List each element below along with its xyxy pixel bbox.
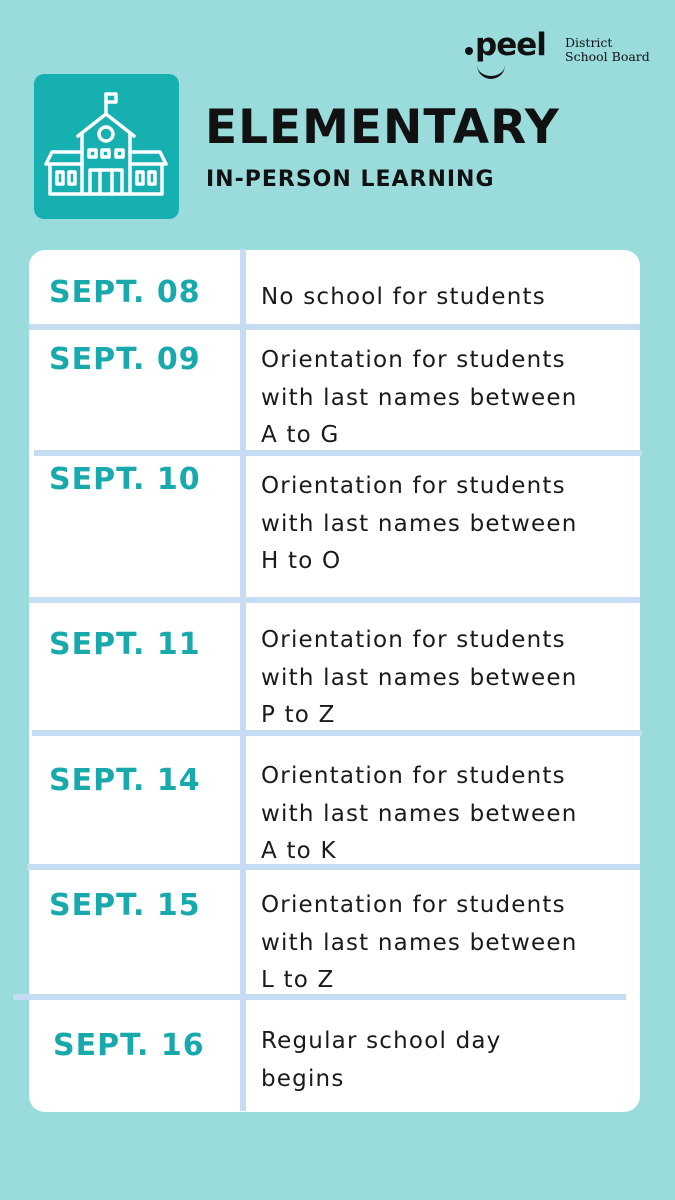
row-date: SEPT. 16 [53, 1028, 205, 1063]
row-date: SEPT. 08 [49, 275, 201, 310]
description-line: Orientation for students [261, 892, 566, 918]
row-description [261, 887, 636, 1000]
description-line: L to Z [261, 967, 335, 993]
logo-dot [465, 47, 473, 55]
description-line: P to Z [261, 702, 336, 728]
logo-smile-icon [477, 64, 505, 79]
description-line: Orientation for students [261, 473, 566, 499]
row-description [261, 758, 636, 871]
row-date: SEPT. 14 [49, 763, 201, 798]
page-title: ELEMENTARY [205, 100, 560, 155]
row-date: SEPT. 09 [49, 342, 201, 377]
row-description [261, 279, 636, 317]
description-line: A to G [261, 422, 340, 448]
description-line: with last names between [261, 929, 578, 956]
logo-text-line2: School Board [565, 49, 650, 64]
description-line: Orientation for students [261, 627, 566, 653]
page-subtitle: IN-PERSON LEARNING [206, 167, 495, 192]
description-line: with last names between [261, 800, 578, 827]
row-description [261, 468, 636, 581]
row-description [261, 622, 636, 735]
description-line: A to K [261, 838, 337, 864]
row-description [261, 342, 636, 455]
description-line: Regular school day [261, 1028, 502, 1054]
row-date: SEPT. 11 [49, 627, 201, 662]
description-line: Orientation for students [261, 347, 566, 373]
peel-dsb-logo [465, 27, 655, 84]
description-line: Orientation for students [261, 763, 566, 789]
description-line: with last names between [261, 664, 578, 691]
logo-text [565, 36, 650, 64]
description-line: with last names between [261, 510, 578, 537]
logo-text-line1: District [565, 35, 613, 50]
description-line: begins [261, 1065, 345, 1092]
description-line: with last names between [261, 384, 578, 411]
row-date: SEPT. 15 [49, 888, 201, 923]
row-divider [29, 597, 640, 603]
row-date: SEPT. 10 [49, 462, 201, 497]
row-description [261, 1023, 636, 1098]
description-line: No school for students [261, 284, 546, 310]
column-divider [240, 249, 246, 1111]
description-line: H to O [261, 548, 342, 574]
logo-wordmark: peel [475, 27, 546, 63]
school-building-icon [34, 74, 179, 219]
row-divider [29, 324, 640, 330]
school-icon-tile [34, 74, 179, 219]
